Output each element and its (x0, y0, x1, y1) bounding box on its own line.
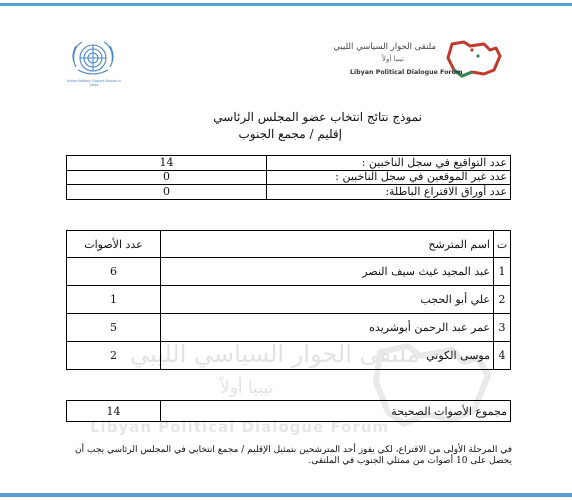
signatures-label: عدد التواقيع في سجل الناخبين : (267, 156, 511, 171)
candidate-number: 1 (494, 258, 511, 286)
table-row (67, 286, 511, 314)
candidate-votes: 6 (67, 258, 161, 286)
candidate-name: عبد المجيد غيث سيف النصر (161, 258, 494, 286)
document-subtitle: إقليم / مجمع الجنوب (238, 127, 342, 141)
table-header-row (67, 231, 511, 258)
candidate-votes: 2 (67, 342, 161, 370)
candidate-votes: 5 (67, 314, 161, 342)
table-row (67, 170, 511, 185)
candidate-header: اسم المترشح (161, 231, 494, 258)
votes-header: عدد الأصوات (67, 231, 161, 258)
number-header: ت (494, 231, 511, 258)
total-table (66, 400, 511, 422)
table-row (67, 258, 511, 286)
table-row (67, 342, 511, 370)
page-border-bottom (0, 493, 572, 497)
non-signers-count: 0 (67, 170, 267, 185)
summary-table (66, 155, 511, 200)
candidate-number: 4 (494, 342, 511, 370)
table-row (67, 185, 511, 200)
table-row (67, 156, 511, 171)
candidate-number: 3 (494, 314, 511, 342)
footnote: في المرحلة الأولى من الاقتراع، لكي يفوز أحد المترشحين بتمثيل الإقليم / مجمع انتخابي في المجلس الرئاسي يجب أن يحصل على 10 أصوات من ممثلي الجنوب في الملتقى. (75, 445, 512, 466)
document-title: نموذج نتائج انتخاب عضو المجلس الرئاسي (213, 110, 422, 124)
total-valid-votes: 14 (67, 401, 161, 422)
total-valid-votes-label: مجموع الأصوات الصحيحة (161, 401, 511, 422)
candidate-name: موسى الكوني (161, 342, 494, 370)
watermark-subtitle-ar: تيبيا أولاً (220, 378, 274, 398)
forum-name-ar: ملتقى الحوار السياسي الليبي (333, 42, 436, 52)
candidate-name: عمر عبد الرحمن أبوشريده (161, 314, 494, 342)
results-table (66, 230, 511, 370)
invalid-ballots-count: 0 (67, 185, 267, 200)
candidate-name: علي أبو الحجب (161, 286, 494, 314)
forum-name-en: Libyan Political Dialogue Forum (350, 69, 463, 76)
watermark-name-en: Libyan Political Dialogue Forum (90, 418, 390, 436)
candidate-votes: 1 (67, 286, 161, 314)
table-row (67, 314, 511, 342)
watermark-name-ar: ملتقى الحوار السياسي الليبي (130, 340, 420, 368)
table-row (67, 401, 511, 422)
candidate-number: 2 (494, 286, 511, 314)
forum-subtitle-ar: تيبيا أولاً (382, 55, 404, 63)
non-signers-label: عدد غير الموقعين في سجل الناخبين : (267, 170, 511, 185)
invalid-ballots-label: عدد أوراق الاقتراع الباطلة: (267, 185, 511, 200)
signatures-count: 14 (67, 156, 267, 171)
un-caption: United Nations Support Mission in Libya (67, 79, 121, 87)
page-border-top (0, 3, 572, 6)
